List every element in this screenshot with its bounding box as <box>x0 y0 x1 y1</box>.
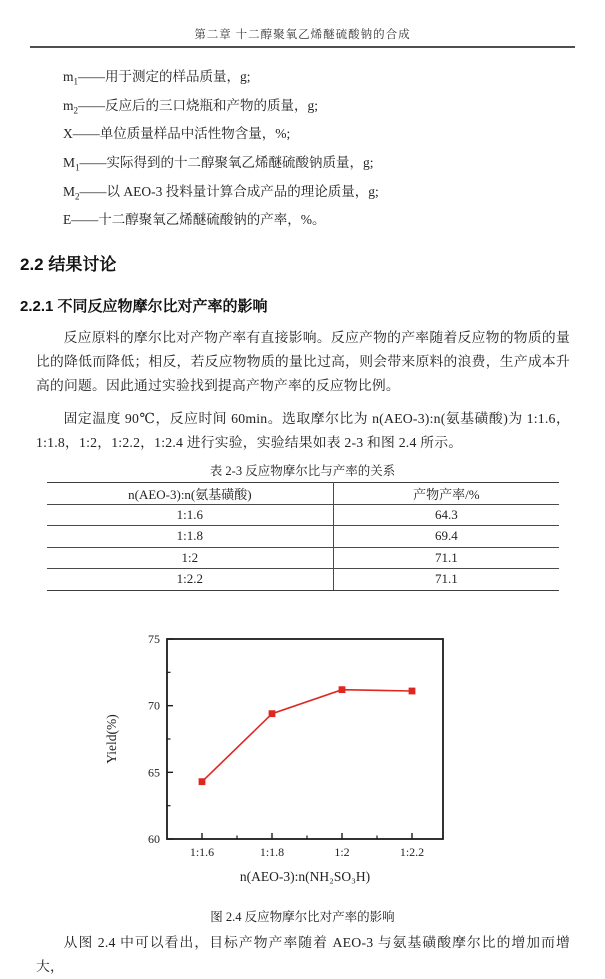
data-point-marker <box>339 686 346 693</box>
paragraph-experiment-conditions: 固定温度 90℃，反应时间 60min。选取摩尔比为 n(AEO-3):n(氨基磺酸)为 1:1.6，1:1.8，1:2，1:2.2，1:2.4 进行实验，实验结果如表 2-3 和图 2.4 所示。 <box>36 411 570 451</box>
series-line <box>202 689 412 781</box>
x-axis-tick-label: 1:2 <box>334 844 350 859</box>
x-axis-title: n(AEO-3):n(NH₂SO₃H) <box>239 868 371 884</box>
definition-x: X——单位质量样品中活性物含量，%; <box>63 126 291 142</box>
data-point-marker <box>409 687 416 694</box>
table-cell-ratio: 1:2.2 <box>47 569 334 591</box>
definition-m2: $m_2——$反应后的三口烧瓶和产物的质量，g; <box>63 97 319 116</box>
figure-2-4 <box>0 627 605 895</box>
paragraph-figure-discussion: 从图 2.4 中可以看出，目标产物产率随着 AEO-3 与氨基磺酸摩尔比的增加而增大， <box>36 934 570 974</box>
data-point-marker <box>199 778 206 785</box>
table-header-ratio: n(AEO-3):n(氨基磺酸) <box>47 483 334 505</box>
table-cell-ratio: 1:1.6 <box>47 504 334 526</box>
definition-M2: $M_2——$以 AEO-3 投料量计算合成产品的理论质量，g; <box>63 183 379 202</box>
table-cell-yield: 69.4 <box>334 526 559 548</box>
table-cell-yield: 71.1 <box>334 547 559 569</box>
section-heading-2-2: 2.2 结果讨论 <box>20 255 117 275</box>
table-header-row <box>47 483 559 505</box>
table-row <box>47 504 559 526</box>
figure-2-4-caption: 图 2.4 反应物摩尔比对产率的影响 <box>210 909 395 924</box>
definition-m1: $m_1——$用于测定的样品质量，g; <box>63 69 251 87</box>
table-2-3 <box>47 482 559 591</box>
y-axis-tick-label: 65 <box>148 764 160 779</box>
table-row <box>47 526 559 548</box>
definition-M1: $M_1——$实际得到的十二醇聚氧乙烯醚硫酸钠质量，g; <box>63 155 374 173</box>
table-header-yield: 产物产率/% <box>334 483 559 505</box>
x-axis-tick-label: 1:2.2 <box>399 844 425 859</box>
chart-frame <box>167 639 443 839</box>
table-cell-ratio: 1:1.8 <box>47 526 334 548</box>
figure-2-4-chart <box>100 627 500 895</box>
table-cell-yield: 64.3 <box>334 504 559 526</box>
paragraph-molar-ratio-intro: 反应原料的摩尔比对产物产率有直接影响。反应产物的产率随着反应物的物质的量比的降低而降低；相反，若反应物物质的量比过高，则会带来原料的浪费，生产成本升高的问题。因此通过实验找到提高产物产率的反应物比例。 <box>36 330 570 394</box>
y-axis-title: Yield(%) <box>104 713 119 764</box>
running-header <box>30 0 575 48</box>
table-row <box>47 547 559 569</box>
section-heading-2-2-1: 2.2.1 不同反应物摩尔比对产率的影响 <box>20 298 268 316</box>
chapter-title: 第二章 十二醇聚氧乙烯醚硫酸钠的合成 <box>194 29 411 41</box>
data-point-marker <box>269 710 276 717</box>
definition-E: E——十二醇聚氧乙烯醚硫酸钠的产率，%。 <box>63 212 326 228</box>
symbol-definitions <box>63 65 565 237</box>
table-row <box>47 569 559 591</box>
table-cell-ratio: 1:2 <box>47 547 334 569</box>
y-axis-tick-label: 70 <box>148 698 160 713</box>
y-axis-tick-label: 60 <box>148 831 160 846</box>
y-axis-tick-label: 75 <box>148 631 160 646</box>
table-cell-yield: 71.1 <box>334 569 559 591</box>
x-axis-tick-label: 1:1.6 <box>189 844 215 859</box>
table-2-3-caption: 表 2-3 反应物摩尔比与产率的关系 <box>209 464 396 479</box>
x-axis-tick-label: 1:1.8 <box>259 844 285 859</box>
